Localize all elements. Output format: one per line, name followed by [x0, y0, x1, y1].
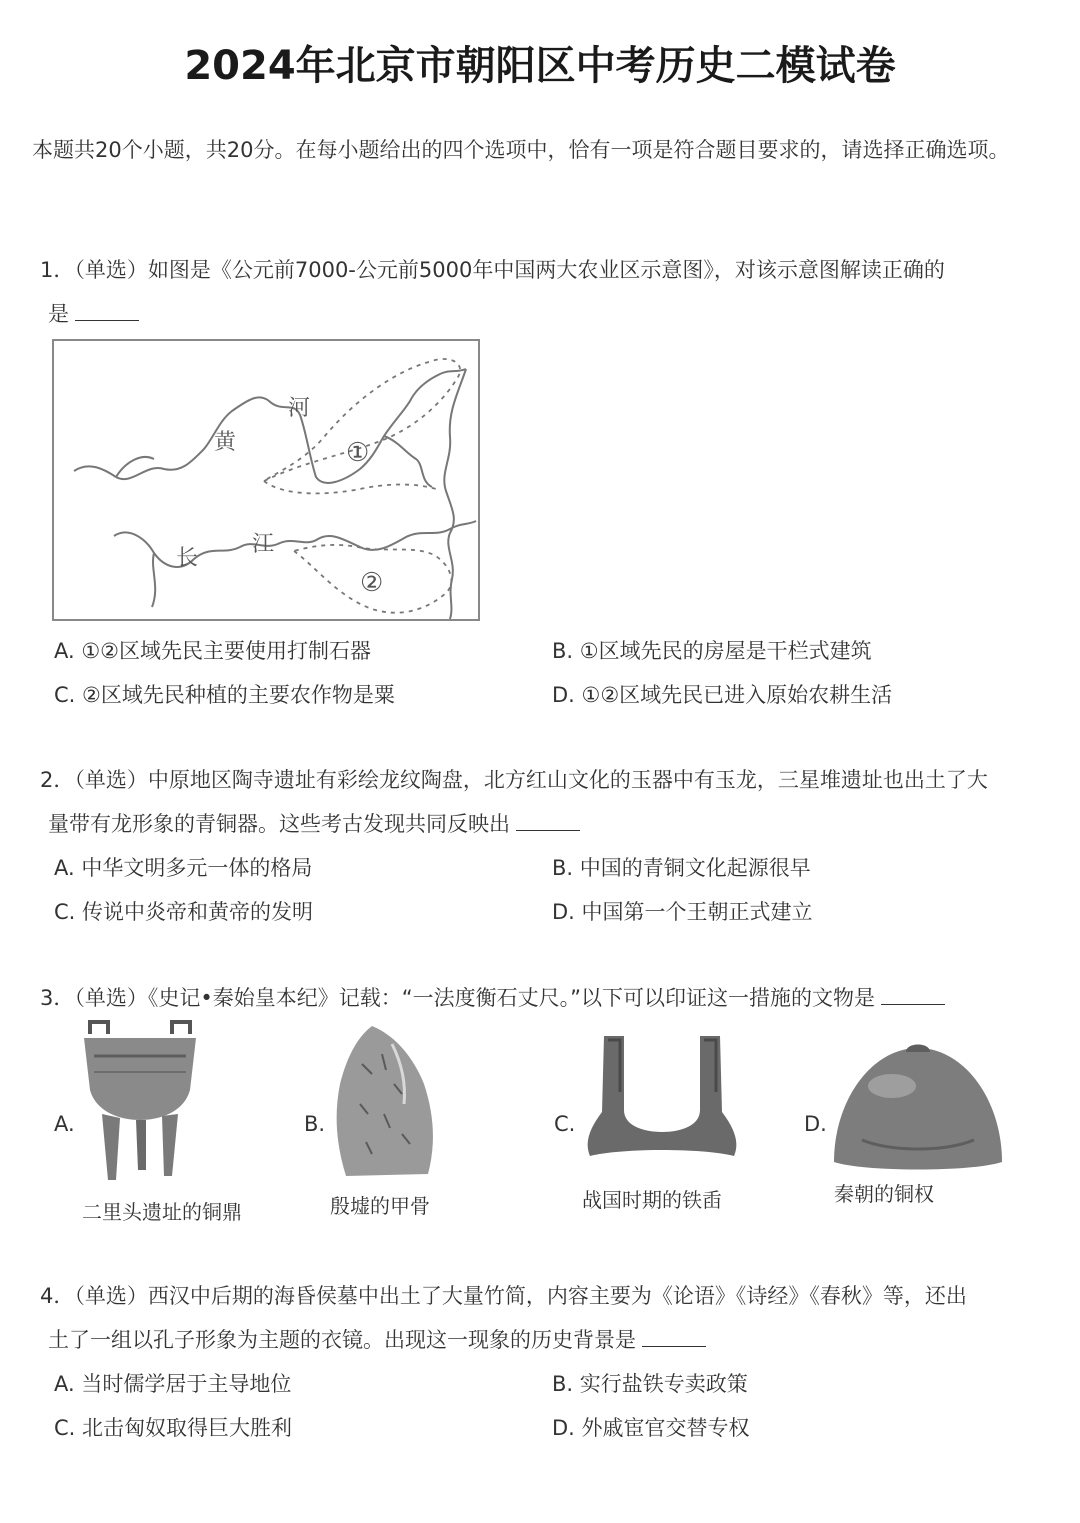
- option-c-letter: C.: [554, 1112, 576, 1136]
- option-c: C. 北击匈奴取得巨大胜利: [54, 1416, 293, 1440]
- option-b: B. 实行盐铁专卖政策: [552, 1372, 748, 1396]
- oracle-bone-image: [332, 1024, 436, 1184]
- question-3: [40, 976, 1040, 1020]
- option-d: D. ①②区域先民已进入原始农耕生活: [552, 683, 893, 707]
- bronze-weight-image: [832, 1040, 1004, 1176]
- question-2: [40, 758, 1040, 846]
- question-stem: 1．（单选）如图是《公元前7000-公元前5000年中国两大农业区示意图》，对该示意图解读正确的: [40, 258, 945, 282]
- option-d: D. 中国第一个王朝正式建立: [552, 900, 813, 924]
- option-b: B. ①区域先民的房屋是干栏式建筑: [552, 639, 872, 663]
- option-a: A. 中华文明多元一体的格局: [54, 856, 313, 880]
- question-stem: 2．（单选）中原地区陶寺遗址有彩绘龙纹陶盘，北方红山文化的玉器中有玉龙，三星堆遗址也出土了大: [40, 768, 988, 792]
- instructions: 本题共20个小题，共20分。在每小题给出的四个选项中，恰有一项是符合题目要求的，请选择正确选项。: [32, 138, 1010, 162]
- option-a-letter: A.: [54, 1112, 75, 1136]
- answer-blank: [881, 982, 945, 1005]
- question-stem-cont: 量带有龙形象的青铜器。这些考古发现共同反映出: [40, 802, 1040, 846]
- option-c-caption: 战国时期的铁臿: [582, 1188, 722, 1212]
- option-a: A. 当时儒学居于主导地位: [54, 1372, 292, 1396]
- bronze-ding-image: [80, 1020, 200, 1190]
- question-stem: 3．（单选）《史记•秦始皇本纪》记载：“一法度衡石丈尺。”以下可以印证这一措施的文物是: [40, 976, 1040, 1020]
- question-stem-cont: 土了一组以孔子形象为主题的衣镜。出现这一现象的历史背景是: [40, 1318, 1040, 1362]
- option-d: D. 外戚宦官交替专权: [552, 1416, 750, 1440]
- map-label-jiang: 江: [252, 532, 275, 557]
- answer-blank: [516, 808, 580, 831]
- option-a-caption: 二里头遗址的铜鼎: [82, 1200, 242, 1224]
- answer-blank: [75, 298, 139, 321]
- option-b: B. 中国的青铜文化起源很早: [552, 856, 811, 880]
- option-d-caption: 秦朝的铜权: [834, 1182, 934, 1206]
- question-stem: 4．（单选）西汉中后期的海昏侯墓中出土了大量竹简，内容主要为《论语》《诗经》《春秋》等，还出: [40, 1284, 967, 1308]
- map-label-he: 河: [288, 396, 311, 421]
- answer-blank: [642, 1324, 706, 1347]
- question-1: [40, 248, 1040, 336]
- page-title: 2024年北京市朝阳区中考历史二模试卷: [184, 43, 896, 89]
- option-a: A. ①②区域先民主要使用打制石器: [54, 639, 371, 663]
- iron-spade-image: [584, 1032, 740, 1164]
- map-region-1: ①: [346, 438, 370, 468]
- option-b-letter: B.: [304, 1112, 326, 1136]
- agriculture-map: [52, 339, 480, 621]
- map-label-chang: 长: [176, 546, 199, 571]
- option-d-letter: D.: [804, 1112, 827, 1136]
- question-4: [40, 1274, 1040, 1362]
- option-c: C. ②区域先民种植的主要农作物是粟: [54, 683, 395, 707]
- option-c: C. 传说中炎帝和黄帝的发明: [54, 900, 314, 924]
- option-b-caption: 殷墟的甲骨: [330, 1194, 430, 1218]
- question-stem-cont: 是: [40, 292, 1040, 336]
- map-label-huang: 黄: [214, 430, 237, 455]
- map-region-2: ②: [360, 568, 384, 598]
